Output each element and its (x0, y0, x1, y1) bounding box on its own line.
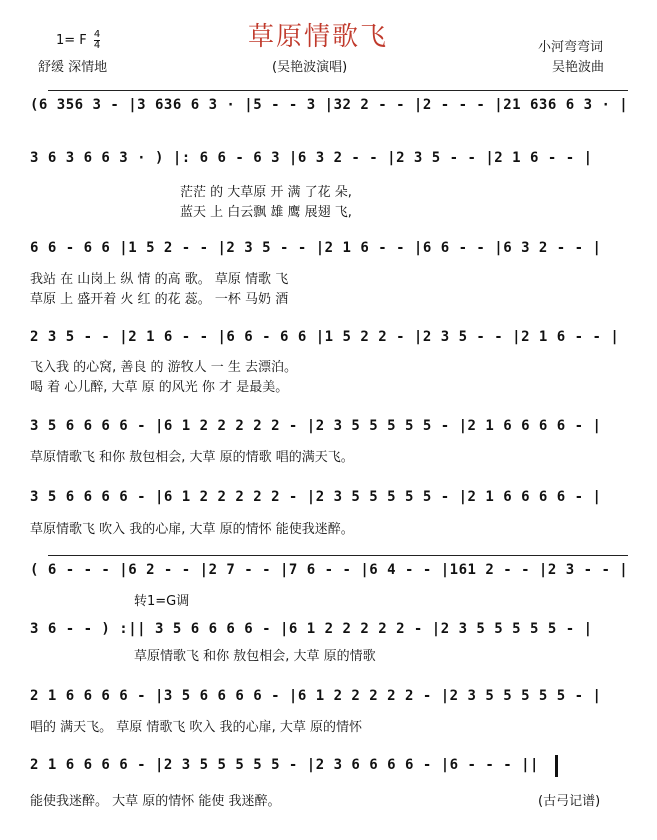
slur-line (48, 90, 628, 91)
transcriber-credit: (古弓记谱) (538, 794, 601, 809)
lyric-row-5: 草原情歌飞 和你 敖包相会, 大草 原的情歌 唱的满天飞。 (30, 450, 354, 465)
notation-row-8: 3 6 - - ) :|| 3 5 6 6 6 6 - |6 1 2 2 2 2 2 - |2 3 5 5 5 5 5 - | (30, 621, 593, 637)
composer: 吴艳波曲 (552, 60, 605, 75)
lyric-row-6: 草原情歌飞 吹入 我的心扉, 大草 原的情怀 能使我迷醉。 (30, 522, 354, 537)
notation-row-2: 3 6 3 6 6 3 · ) |: 6 6 - 6 3 |6 3 2 - - |2 3 5 - - |2 1 6 - - | (30, 150, 593, 166)
key-signature (56, 30, 100, 51)
notation-row-4: 2 3 5 - - |2 1 6 - - |6 6 - 6 6 |1 5 2 2 - |2 3 5 - - |2 1 6 - - | (30, 329, 620, 345)
lyric-row-2-verse-2: 蓝天 上 白云飘 雄 鹰 展翅 飞, (180, 205, 352, 220)
tempo-marking: 舒缓 深情地 (38, 60, 108, 75)
notation-row-9: 2 1 6 6 6 6 - |3 5 6 6 6 6 - |6 1 2 2 2 2 2 - |2 3 5 5 5 5 5 - | (30, 688, 602, 704)
lyric-row-4-verse-2: 喝 着 心儿醉, 大草 原 的风光 你 才 是最美。 (30, 380, 289, 395)
lyric-row-10: 能使我迷醉。 大草 原的情怀 能使 我迷醉。 (30, 794, 281, 809)
time-denominator: 4 (93, 40, 101, 51)
notation-row-1: (6 356 3 - |3 636 6 3 · |5 - - 3 |32 2 - - |2 - - - |21 636 6 3 · | (30, 97, 629, 113)
notation-row-3: 6 6 - 6 6 |1 5 2 - - |2 3 5 - - |2 1 6 - - |6 6 - - |6 3 2 - - | (30, 240, 602, 256)
lyric-row-2-verse-1: 茫茫 的 大草原 开 满 了花 朵, (180, 185, 352, 200)
time-numerator: 4 (93, 29, 101, 40)
time-signature (94, 30, 100, 51)
notation-row-10: 2 1 6 6 6 6 - |2 3 5 5 5 5 5 - |2 3 6 6 6 6 - |6 - - - || (30, 757, 539, 773)
performer: (吴艳波演唱) (272, 60, 348, 75)
lyric-row-3-verse-2: 草原 上 盛开着 火 红 的花 蕊。 一杯 马奶 酒 (30, 292, 289, 307)
notation-row-7: ( 6 - - - |6 2 - - |2 7 - - |7 6 - - |6 4 - - |161 2 - - |2 3 - - | (30, 562, 629, 578)
slur-line (48, 555, 628, 556)
notation-row-6: 3 5 6 6 6 6 - |6 1 2 2 2 2 2 - |2 3 5 5 5 5 5 - |2 1 6 6 6 6 - | (30, 489, 602, 505)
lyric-row-9: 唱的 满天飞。 草原 情歌飞 吹入 我的心扉, 大草 原的情怀 (30, 720, 363, 735)
lyric-row-4-verse-1: 飞入我 的心窝, 善良 的 游牧人 一 生 去漂泊。 (30, 360, 298, 375)
song-title: 草原情歌飞 (248, 22, 389, 52)
notation-row-5: 3 5 6 6 6 6 - |6 1 2 2 2 2 2 - |2 3 5 5 5 5 5 - |2 1 6 6 6 6 - | (30, 418, 602, 434)
key-signature-text: 1= F (56, 33, 87, 48)
final-barline (555, 755, 558, 777)
lyric-row-8: 草原情歌飞 和你 敖包相会, 大草 原的情歌 (134, 649, 376, 664)
lyricist: 小河弯弯词 (538, 40, 604, 55)
lyric-row-3-verse-1: 我站 在 山岗上 纵 情 的高 歌。 草原 情歌 飞 (30, 272, 289, 287)
modulation-note: 转1=G调 (134, 594, 190, 609)
